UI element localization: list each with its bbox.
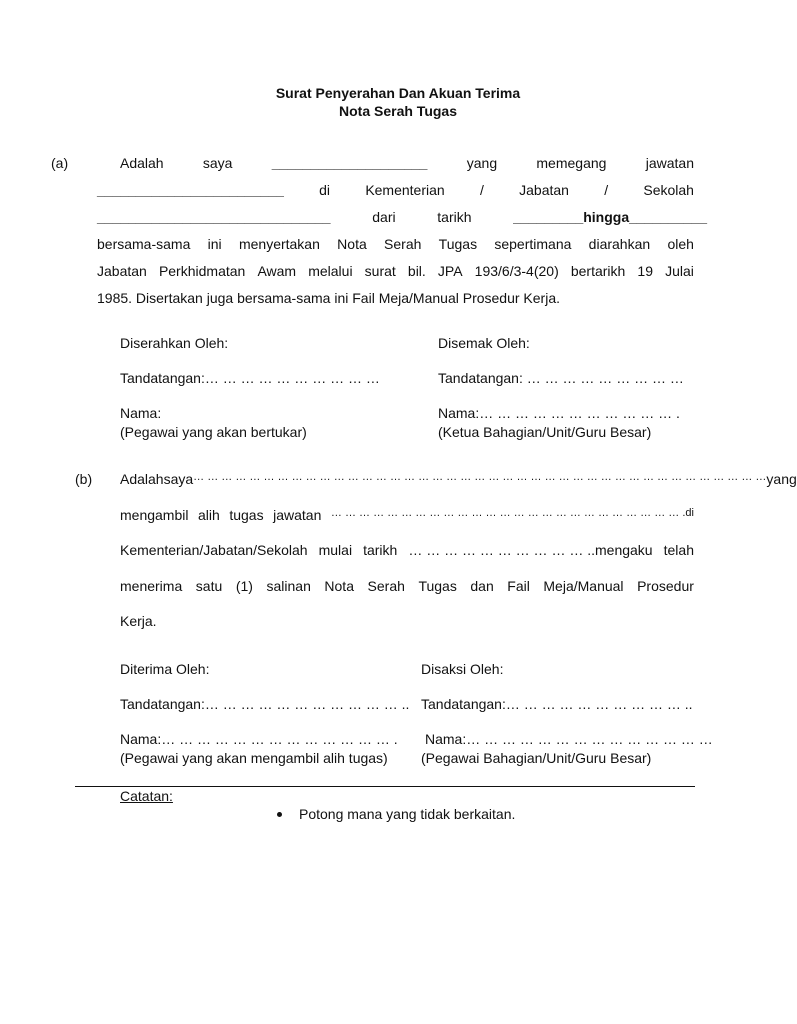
text-word: saya <box>202 155 233 171</box>
section-a-line-1 <box>120 155 694 171</box>
blank-position-field: ________________________ <box>97 182 284 198</box>
handed-over-role: (Pegawai yang akan bertukar) <box>120 424 307 440</box>
text-word: jawatan <box>273 507 322 523</box>
text-word: Adalah <box>120 155 164 171</box>
section-a-marker: (a) <box>51 155 69 171</box>
text-word: Kementerian <box>365 182 445 198</box>
text-word: 193/6/3-4(20) <box>474 263 559 279</box>
text-word: 19 <box>637 263 653 279</box>
text-word: Meja/Manual <box>543 578 624 594</box>
section-b-marker: (b) <box>75 471 93 487</box>
text-word: yang <box>466 155 498 171</box>
text-word: Jabatan <box>97 263 147 279</box>
text-word: Serah <box>384 236 422 252</box>
text-word: bersama-sama <box>97 236 191 252</box>
text-word: menyertakan <box>238 236 320 252</box>
text-word: sepertimana <box>494 236 572 252</box>
text-word: melalui <box>308 263 353 279</box>
text-word: Perkhidmatan <box>158 263 246 279</box>
text-word: tugas <box>229 507 264 523</box>
document-subtitle: Nota Serah Tugas <box>339 103 457 119</box>
section-b-line-1 <box>120 471 797 487</box>
section-b-line-2 <box>120 507 694 523</box>
section-b-line-3 <box>120 542 694 558</box>
section-a-line-5 <box>97 263 694 279</box>
dotted-position-field: … … … … … … … … … … … … … … … … … … … … … … … … … .di <box>330 507 694 519</box>
checked-by-heading: Disemak Oleh: <box>438 335 530 351</box>
text-word: ini <box>207 236 222 252</box>
text-word: Sekolah <box>643 182 694 198</box>
text-word: bertarikh <box>570 263 626 279</box>
text-word: dan <box>470 578 494 594</box>
text-word: dari <box>372 209 396 225</box>
bullet-icon <box>277 812 282 817</box>
text-word: Kementerian/Jabatan/Sekolah <box>120 542 308 558</box>
text-word: mengambil <box>120 507 189 523</box>
text-word: Jabatan <box>519 182 569 198</box>
blank-date-range-field: _________hingga__________ <box>513 209 707 225</box>
text-word: surat <box>364 263 396 279</box>
checked-by-name-line: Nama:… … … … … … … … … … … . <box>438 405 680 421</box>
witnessed-by-heading: Disaksi Oleh: <box>421 661 504 677</box>
text-word: tarikh <box>363 542 398 558</box>
text-word: Prosedur <box>637 578 694 594</box>
text-word: salinan <box>266 578 311 594</box>
section-b-line-4 <box>120 578 694 594</box>
text-word: Serah <box>367 578 405 594</box>
text-word: / <box>479 182 484 198</box>
section-a-line-3 <box>97 209 707 225</box>
checked-by-signature-line: Tandatangan: … … … … … … … … … <box>438 370 684 386</box>
text-word: mulai <box>318 542 353 558</box>
received-by-role: (Pegawai yang akan mengambil alih tugas) <box>120 750 388 766</box>
note-item: Potong mana yang tidak berkaitan. <box>299 806 516 822</box>
notes-heading: Catatan: <box>120 788 173 804</box>
document-title: Surat Penyerahan Dan Akuan Terima <box>275 85 521 101</box>
text-word: / <box>604 182 609 198</box>
section-a-line-2 <box>97 182 694 198</box>
blank-name-field: ____________________ <box>271 155 428 171</box>
witnessed-by-role: (Pegawai Bahagian/Unit/Guru Besar) <box>421 750 652 766</box>
dotted-name-field: … … … … … … … … … … … … … … … … … … … … … … … … … … … … … … … … … … … … … … … … … <box>193 471 767 483</box>
received-by-name-line: Nama:… … … … … … … … … … … … … . <box>120 731 398 747</box>
text-word: satu <box>195 578 223 594</box>
text-word: (1) <box>235 578 253 594</box>
received-by-signature-line: Tandatangan:… … … … … … … … … … … .. <box>120 696 410 712</box>
text-word: diarahkan <box>588 236 651 252</box>
text-word: oleh <box>667 236 694 252</box>
received-by-heading: Diterima Oleh: <box>120 661 210 677</box>
text-word: yang <box>766 471 797 487</box>
blank-department-field: ______________________________ <box>97 209 331 225</box>
text-word: alih <box>198 507 220 523</box>
text-word: Tugas <box>438 236 478 252</box>
text-word: bil. <box>407 263 426 279</box>
text-word: Julai <box>665 263 694 279</box>
text-word: JPA <box>437 263 463 279</box>
text-word: di <box>319 182 331 198</box>
section-a-line-4 <box>97 236 694 252</box>
horizontal-divider <box>75 786 695 787</box>
text-word: saya <box>163 471 194 487</box>
text-word: Awam <box>257 263 297 279</box>
text-word: Tugas <box>418 578 457 594</box>
text-word: tarikh <box>437 209 472 225</box>
text-word: Adalah <box>120 471 164 487</box>
handed-over-name-line: Nama: <box>120 405 162 421</box>
section-b-line-5: Kerja. <box>120 613 157 629</box>
text-word: jawatan <box>645 155 694 171</box>
handed-over-by-heading: Diserahkan Oleh: <box>120 335 229 351</box>
text-word: Nota <box>324 578 354 594</box>
handed-over-signature-line: Tandatangan:… … … … … … … … … … <box>120 370 380 386</box>
dotted-date-field: … … … … … … … … … … ..mengaku <box>408 542 653 558</box>
text-word: Nota <box>337 236 367 252</box>
witnessed-by-name-line: Nama:… … … … … … … … … … … … … … <box>425 731 713 747</box>
section-a-line-6: 1985. Disertakan juga bersama-sama ini Fail Meja/Manual Prosedur Kerja. <box>97 290 560 306</box>
checked-by-role: (Ketua Bahagian/Unit/Guru Besar) <box>438 424 652 440</box>
text-word: Fail <box>507 578 530 594</box>
witnessed-by-signature-line: Tandatangan:… … … … … … … … … … .. <box>421 696 693 712</box>
text-word: telah <box>663 542 694 558</box>
text-word: memegang <box>536 155 607 171</box>
text-word: menerima <box>120 578 183 594</box>
